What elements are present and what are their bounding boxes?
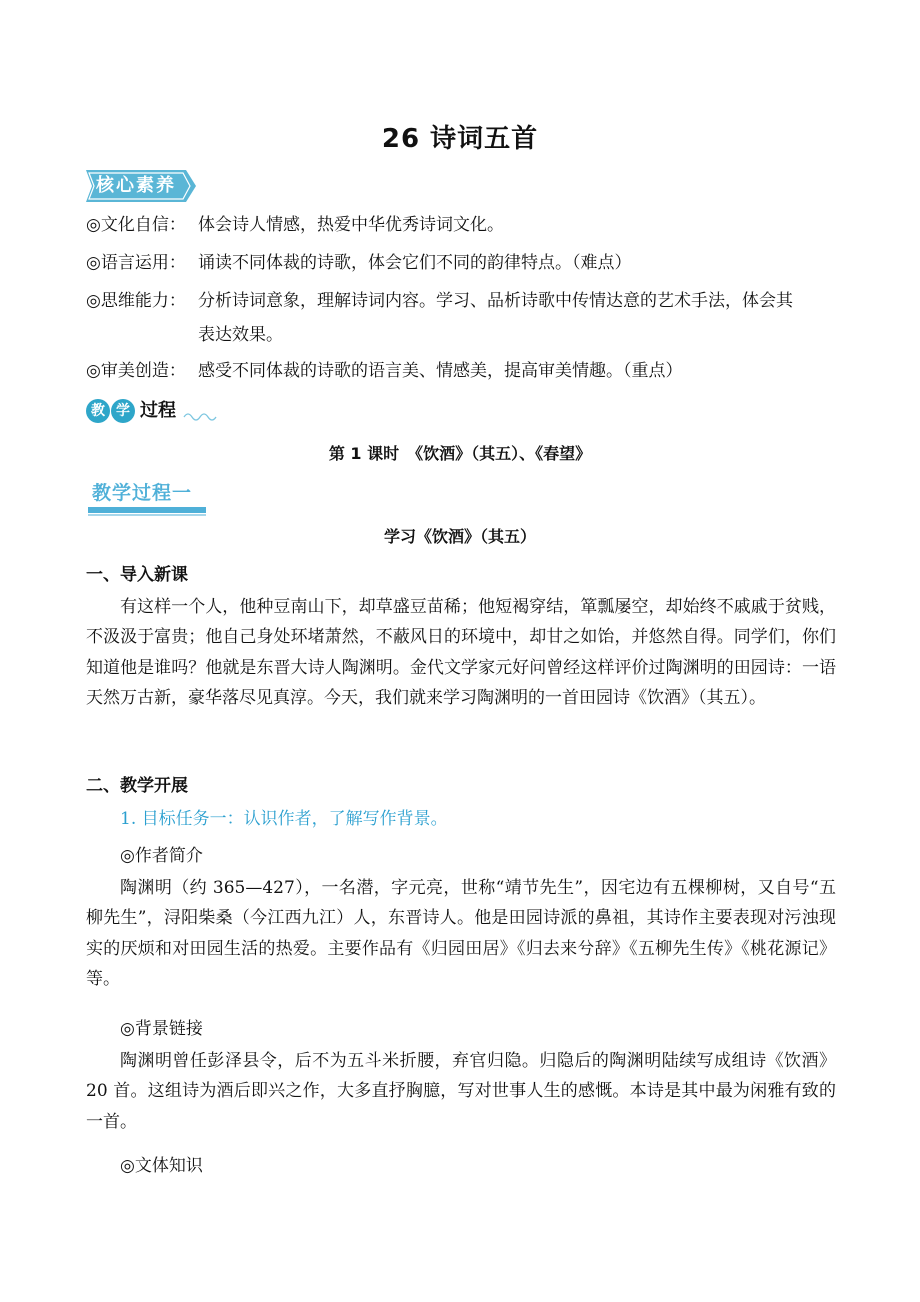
core-item-text: 体会诗人情感，热爱中华优秀诗词文化。 [198,215,504,235]
core-item-label: ◎思维能力： [86,291,186,311]
core-literacy-banner [86,170,196,202]
core-item-label: ◎语言运用： [86,253,186,273]
core-item-continuation: 表达效果。 [198,325,283,345]
banner-underline [88,507,206,513]
genre-heading: ◎文体知识 [120,1156,203,1176]
section-heading-teaching: 二、教学开展 [86,776,188,796]
banner-label: 核心素养 [96,175,176,196]
teaching-process-one-banner [88,479,206,517]
core-item-culture [86,214,504,236]
teach-badge-1: 教 [86,399,110,423]
core-item-text: 分析诗词意象，理解诗词内容。学习、品析诗歌中传情达意的艺术手法，体会其 [198,291,793,311]
background-heading: ◎背景链接 [120,1019,203,1039]
core-item-label: ◎文化自信： [86,215,186,235]
teach-banner-word: 过程 [140,400,176,421]
page-title: 26 诗词五首 [381,124,539,154]
core-item-text: 诵读不同体裁的诗歌，体会它们不同的韵律特点。（难点） [198,253,632,273]
core-item-text: 感受不同体裁的诗歌的语言美、情感美，提高审美情趣。（重点） [198,361,683,381]
core-item-label: ◎审美创造： [86,361,186,381]
banner-underline-thin [88,514,206,516]
swirl-decoration-icon [182,410,218,424]
core-item-language [86,252,632,274]
teaching-process-banner [86,396,226,430]
author-intro-heading: ◎作者简介 [120,846,203,866]
section-subtitle: 学习《饮酒》（其五） [383,527,536,546]
background-paragraph: 陶渊明曾任彭泽县令，后不为五斗米折腰，弃官归隐。归隐后的陶渊明陆续写成组诗《饮酒》20 首。这组诗为酒后即兴之作，大多直抒胸臆，写对世事人生的感慨。本诗是其中最为闲雅有致的一首。 [86,1051,836,1132]
author-paragraph: 陶渊明（约 365—427），一名潜，字元亮，世称“靖节先生”，因宅边有五棵柳树，又自号“五柳先生”，浔阳柴桑（今江西九江）人，东晋诗人。他是田园诗派的鼻祖，其诗作主要表现对污浊现实的厌烦和对田园生活的热爱。主要作品有《归园田居》《归去来兮辞》《五柳先生传》《桃花源记》等。 [86,878,836,990]
teach-badge-2: 学 [111,399,135,423]
intro-paragraph: 有这样一个人，他种豆南山下，却草盛豆苗稀；他短褐穿结，箪瓢屡空，却始终不戚戚于贫贱，不汲汲于富贵；他自己身处环堵萧然，不蔽风日的环境中，却甘之如饴，并悠然自得。同学们，你们知道他是谁吗？他就是东晋大诗人陶渊明。金代文学家元好问曾经这样评价过陶渊明的田园诗：一语天然万古新，豪华落尽见真淳。今天，我们就来学习陶渊明的一首田园诗《饮酒》（其五）。 [86,597,836,709]
process-banner-label: 教学过程一 [92,482,193,504]
core-item-aesthetic [86,360,683,382]
section-heading-intro: 一、导入新课 [86,565,188,585]
task-one-heading: 1. 目标任务一：认识作者，了解写作背景。 [120,809,448,829]
lesson-title: 第 1 课时 《饮酒》（其五）、《春望》 [328,444,592,463]
core-item-thinking [86,290,793,312]
